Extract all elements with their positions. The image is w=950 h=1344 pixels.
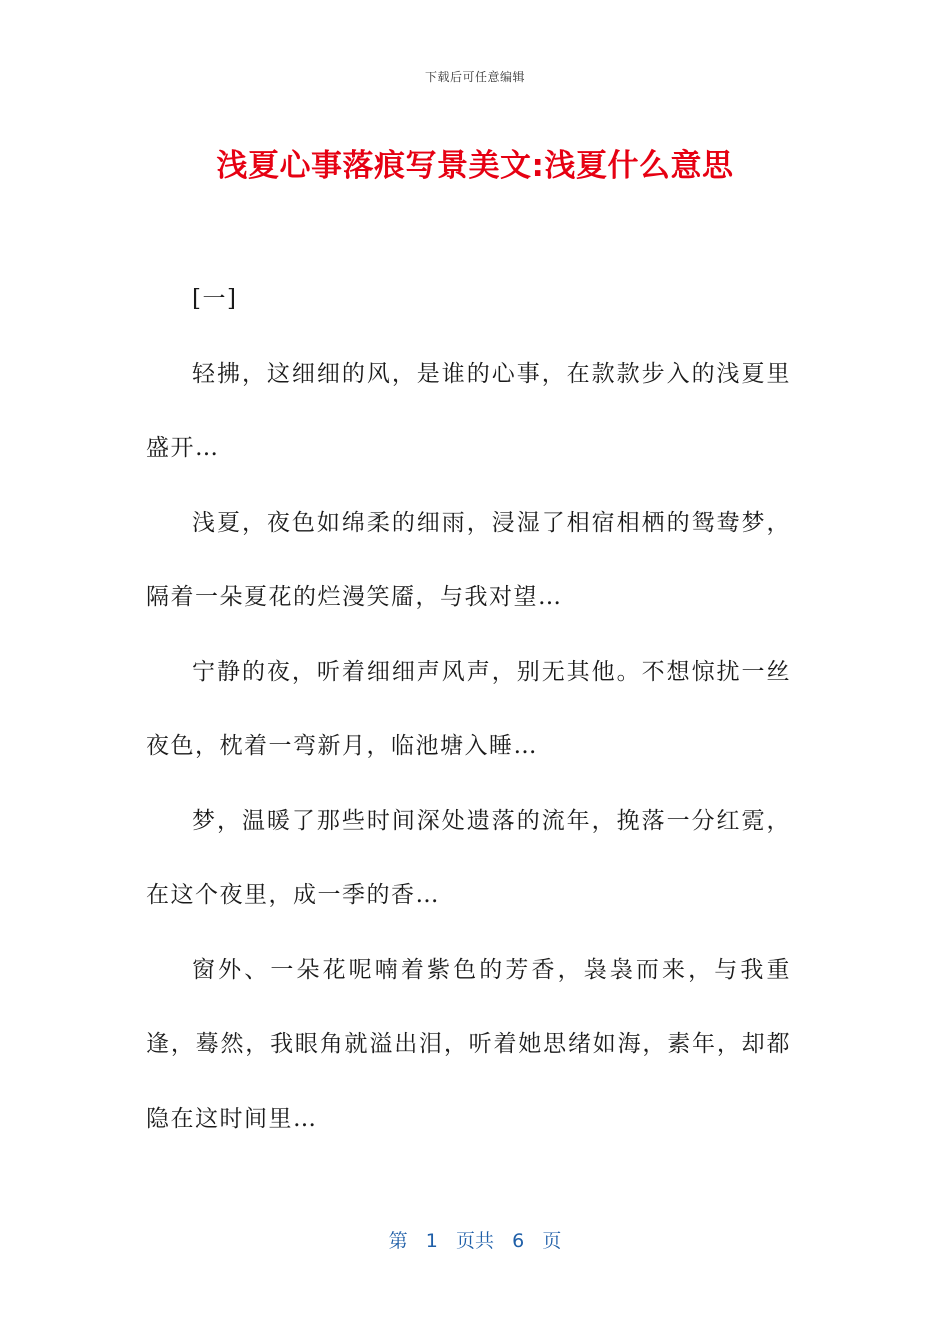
page-prefix: 第	[388, 1230, 408, 1252]
page-suffix: 页	[542, 1230, 562, 1252]
paragraph: 梦，温暖了那些时间深处遗落的流年，挽落一分红霓，在这个夜里，成一季的香…	[146, 807, 791, 908]
paragraph: 宁静的夜，听着细细声风声，别无其他。不想惊扰一丝夜色，枕着一弯新月，临池塘入睡…	[146, 658, 791, 759]
document-body	[146, 262, 791, 1156]
paragraph: 浅夏，夜色如绵柔的细雨，浸湿了相宿相栖的鸳鸯梦，隔着一朵夏花的烂漫笑靥，与我对望…	[146, 509, 791, 610]
current-page-number: 1	[425, 1230, 438, 1252]
section-marker: [一]	[192, 286, 238, 312]
header-note: 下载后可任意编辑	[424, 70, 525, 84]
page-mid-label: 页共	[455, 1230, 494, 1252]
paragraph: 轻拂，这细细的风，是谁的心事，在款款步入的浅夏里盛开…	[146, 360, 791, 461]
document-title: 浅夏心事落痕写景美文:浅夏什么意思	[216, 148, 734, 184]
paragraph: 窗外、一朵花呢喃着紫色的芳香，袅袅而来，与我重逢，蓦然，我眼角就溢出泪，听着她思绪如海，素年，却都隐在这时间里…	[146, 956, 791, 1132]
page-footer	[0, 1226, 950, 1253]
total-pages-number: 6	[512, 1230, 525, 1252]
